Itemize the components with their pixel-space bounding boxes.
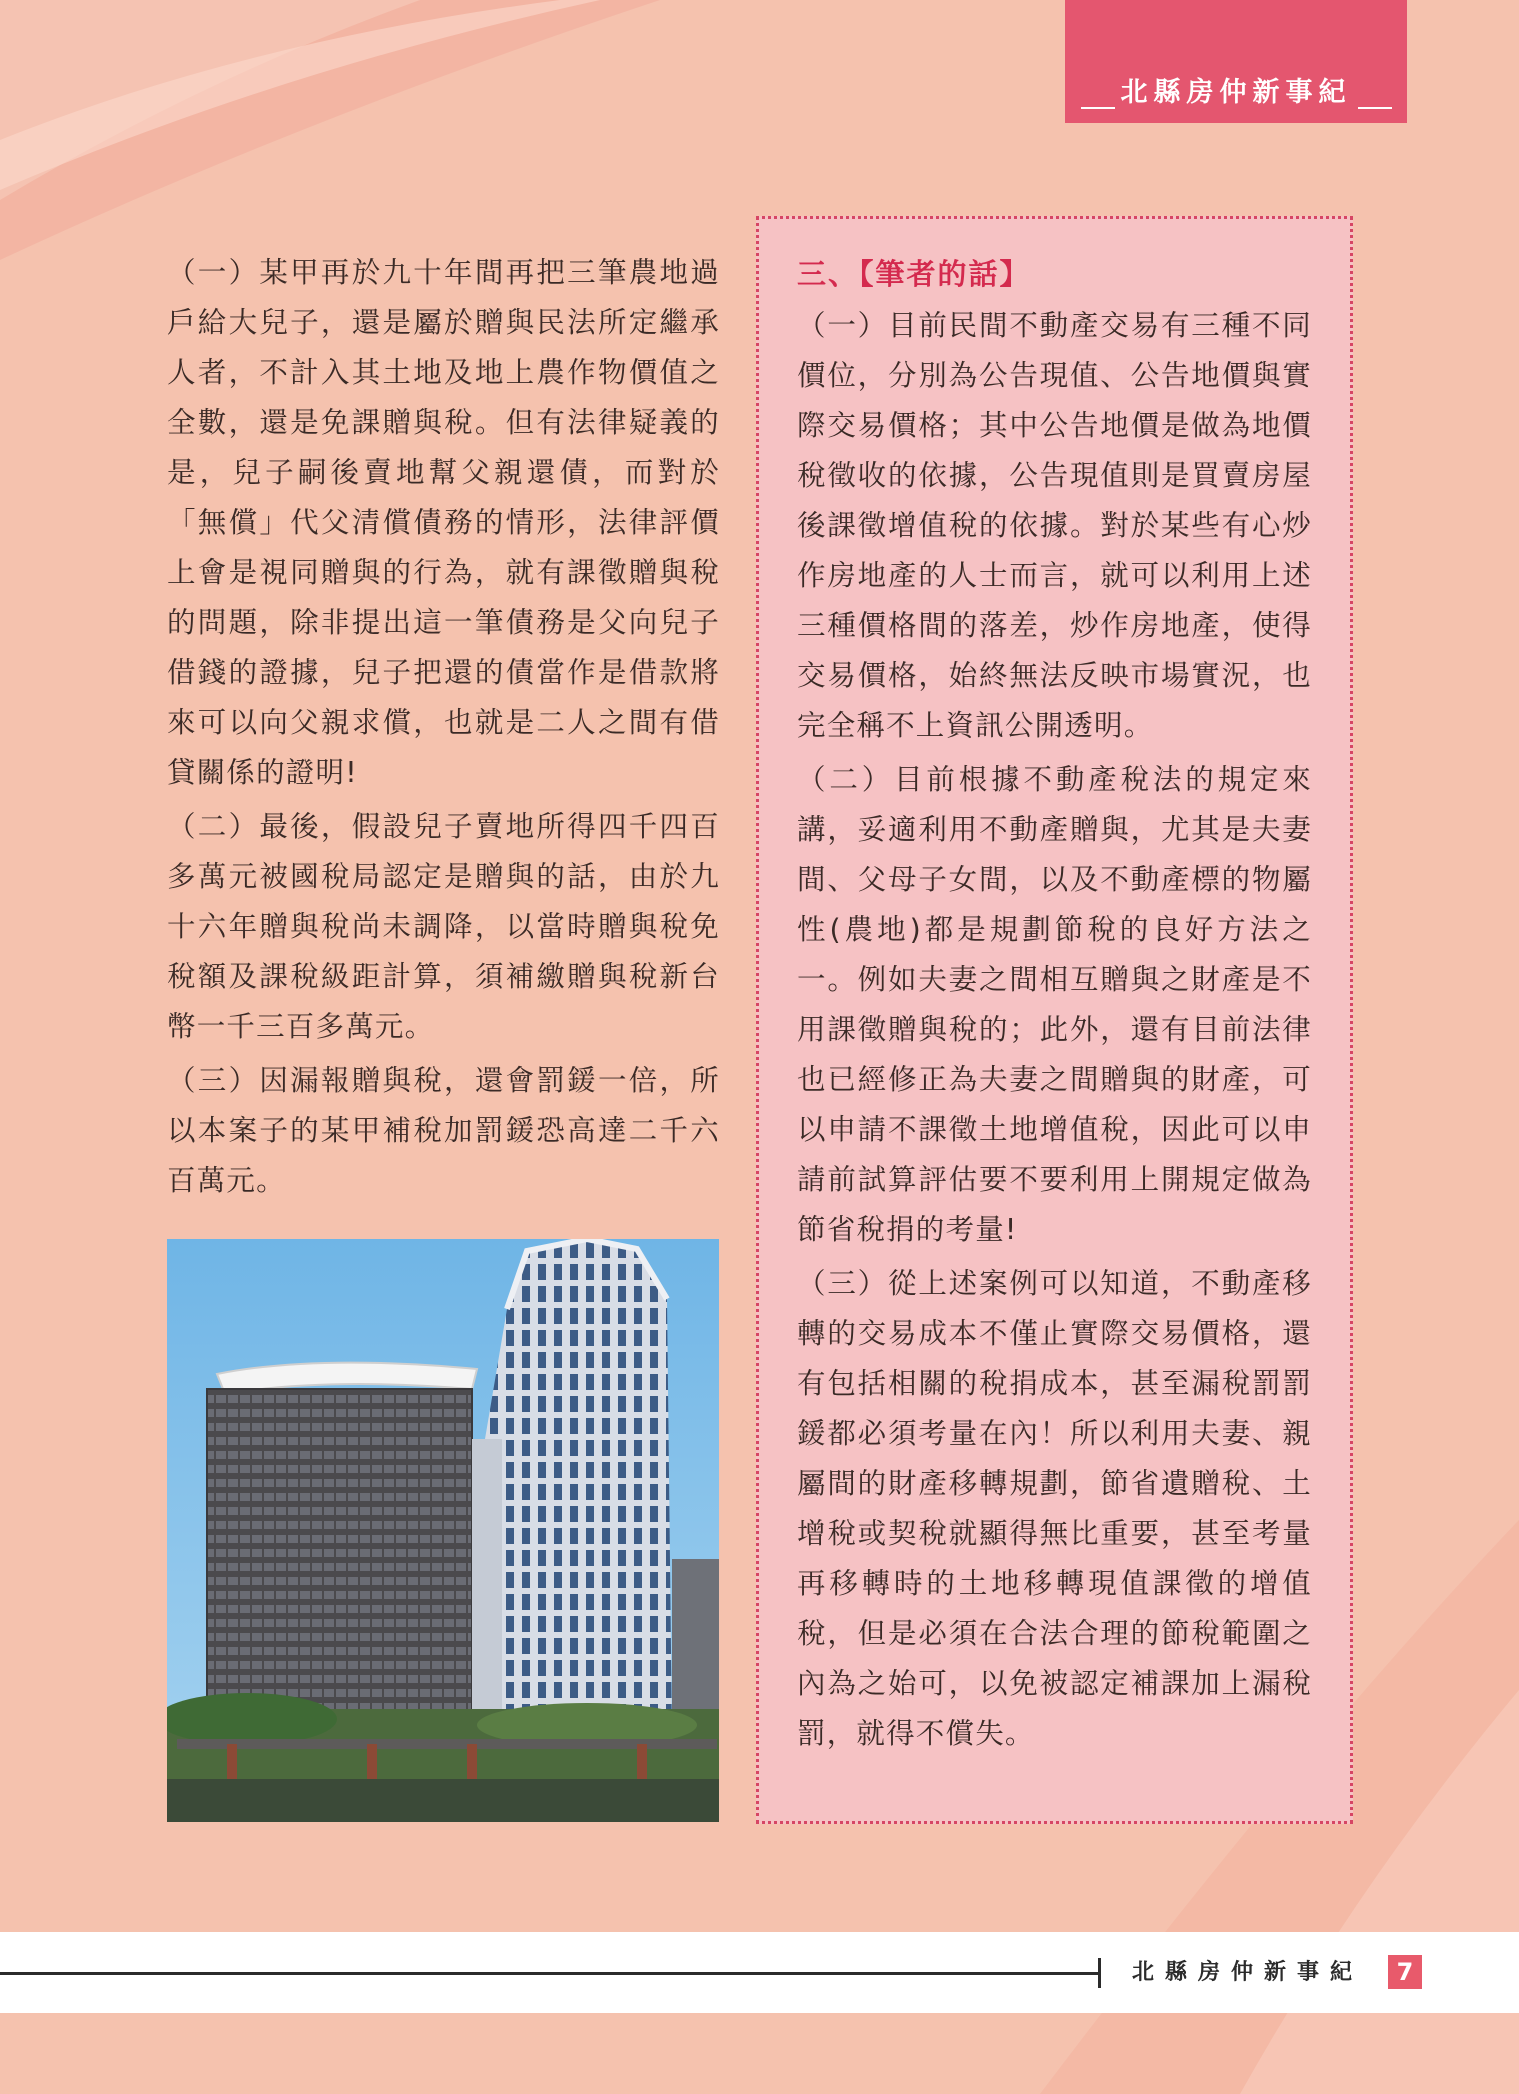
note-paragraph-2: （二）目前根據不動產稅法的規定來講，妥適利用不動產贈與，尤其是夫妻間、父母子女間，以及不動產標的物屬性(農地)都是規劃節稅的良好方法之一。例如夫妻之間相互贈與之財產是不用課徵贈與稅的；此外，還有目前法律也已經修正為夫妻之間贈與的財產，可以申請不課徵土地增值稅，因此可以申請前試算評估要不要利用上開規定做為節省稅捐的考量! bbox=[797, 763, 1312, 1246]
building-photo bbox=[167, 1239, 719, 1822]
left-column bbox=[167, 248, 720, 1210]
footer-rule bbox=[0, 1972, 1098, 1975]
note-paragraph-3: （三）從上述案例可以知道，不動產移轉的交易成本不僅止實際交易價格，還有包括相關的稅捐成本，甚至漏稅罰罰鍰都必須考量在內！所以利用夫妻、親屬間的財產移轉規劃，節省遺贈稅、土增稅或契稅就顯得無比重要，甚至考量再移轉時的土地移轉現值課徵的增值稅，但是必須在合法合理的節稅範圍之內為之始可，以免被認定補課加上漏稅罰，就得不償失。 bbox=[797, 1267, 1312, 1750]
authors-note-heading: 三、【筆者的話】 bbox=[797, 257, 1031, 291]
building-photo-icon bbox=[167, 1239, 719, 1822]
footer-title: 北縣房仲新事紀 bbox=[1132, 1960, 1364, 1985]
page-number: 7 bbox=[1388, 1955, 1422, 1989]
left-paragraph-3: （三）因漏報贈與稅，還會罰鍰一倍，所以本案子的某甲補稅加罰鍰恐高達二千六百萬元。 bbox=[167, 1064, 720, 1197]
note-paragraph-1: （一）目前民間不動產交易有三種不同價位，分別為公告現值、公告地價與實際交易價格；其中公告地價是做為地價稅徵收的依據，公告現值則是買賣房屋後課徵增值稅的依據。對於某些有心炒作房地產的人士而言，就可以利用上述三種價格間的落差，炒作房地產，使得交易價格，始終無法反映市場實況，也完全稱不上資訊公開透明。 bbox=[797, 309, 1312, 742]
header-tab bbox=[1065, 0, 1407, 123]
footer-rule-tick bbox=[1098, 1958, 1101, 1988]
left-paragraph-1: （一）某甲再於九十年間再把三筆農地過戶給大兒子，還是屬於贈與民法所定繼承人者，不計入其土地及地上農作物價值之全數，還是免課贈與稅。但有法律疑義的是，兒子嗣後賣地幫父親還債，而對於「無償」代父清償債務的情形，法律評價上會是視同贈與的行為，就有課徵贈與稅的問題，除非提出這一筆債務是父向兒子借錢的證據，兒子把還的債當作是借款將來可以向父親求償，也就是二人之間有借貸關係的證明! bbox=[167, 256, 720, 789]
dash-right bbox=[1358, 107, 1392, 109]
dash-left bbox=[1081, 107, 1115, 109]
header-title: 北縣房仲新事紀 bbox=[1120, 77, 1352, 108]
left-paragraph-2: （二）最後，假設兒子賣地所得四千四百多萬元被國稅局認定是贈與的話，由於九十六年贈與稅尚未調降，以當時贈與稅免稅額及課稅級距計算，須補繳贈與稅新台幣一千三百多萬元。 bbox=[167, 810, 720, 1043]
authors-note-box bbox=[756, 216, 1353, 1824]
